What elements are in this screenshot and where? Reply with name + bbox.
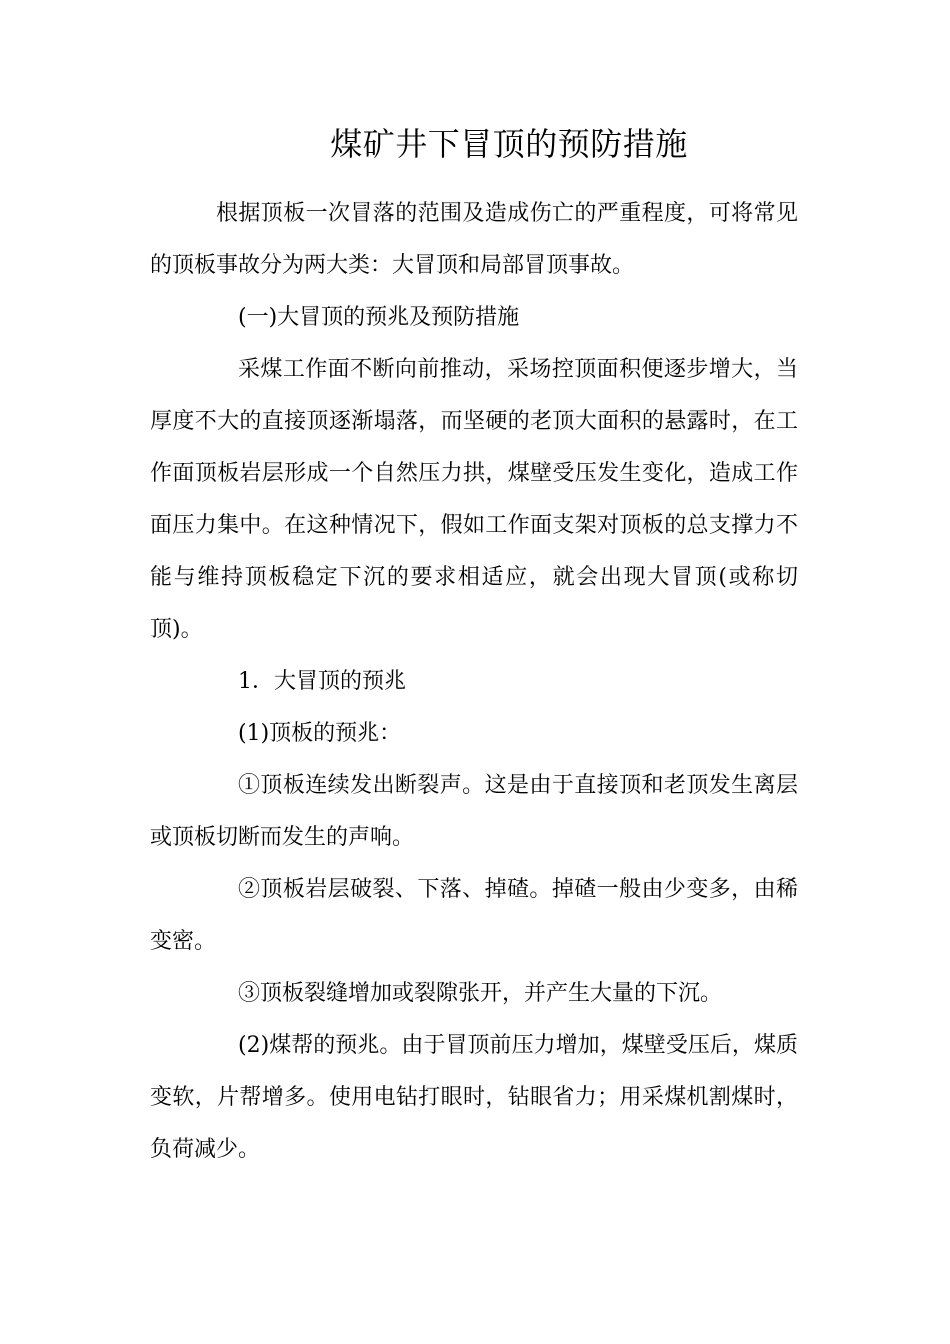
subheading-roof-signs: (1)顶板的预兆：: [238, 721, 402, 746]
list-item-roof-sign-1: ①顶板连续发出断裂声。这是由于直接顶和老顶发生离层或顶板切断而发生的声响。: [150, 773, 798, 850]
document-body: [150, 188, 798, 1176]
paragraph-major-roof-fall-cause: 采煤工作面不断向前推动，采场控顶面积便逐步增大，当厚度不大的直接顶逐渐塌落，而坚硬的老顶大面积的悬露时，在工作面顶板岩层形成一个自然压力拱，煤壁受压发生变化，造成工作面压力集中。在这种情况下，假如工作面支架对顶板的总支撑力不能与维持顶板稳定下沉的要求相适应，就会出现大冒顶(或称切顶)。: [150, 357, 798, 642]
list-item-roof-sign-3: ③顶板裂缝增加或裂隙张开，并产生大量的下沉。: [238, 981, 723, 1006]
paragraph-intro: 根据顶板一次冒落的范围及造成伤亡的严重程度，可将常见的顶板事故分为两大类：大冒顶和局部冒顶事故。: [150, 201, 798, 278]
section-heading-major-roof-fall: (一)大冒顶的预兆及预防措施: [238, 305, 520, 330]
list-item-roof-sign-2: ②顶板岩层破裂、下落、掉碴。掉碴一般由少变多，由稀变密。: [150, 877, 798, 954]
subheading-major-roof-fall-signs: 1．大冒顶的预兆: [238, 669, 406, 694]
document-title: 煤矿井下冒顶的预防措施: [330, 125, 688, 163]
paragraph-coal-wall-signs: (2)煤帮的预兆。由于冒顶前压力增加，煤壁受压后，煤质变软，片帮增多。使用电钻打眼时，钻眼省力；用采煤机割煤时，负荷减少。: [150, 1033, 798, 1162]
